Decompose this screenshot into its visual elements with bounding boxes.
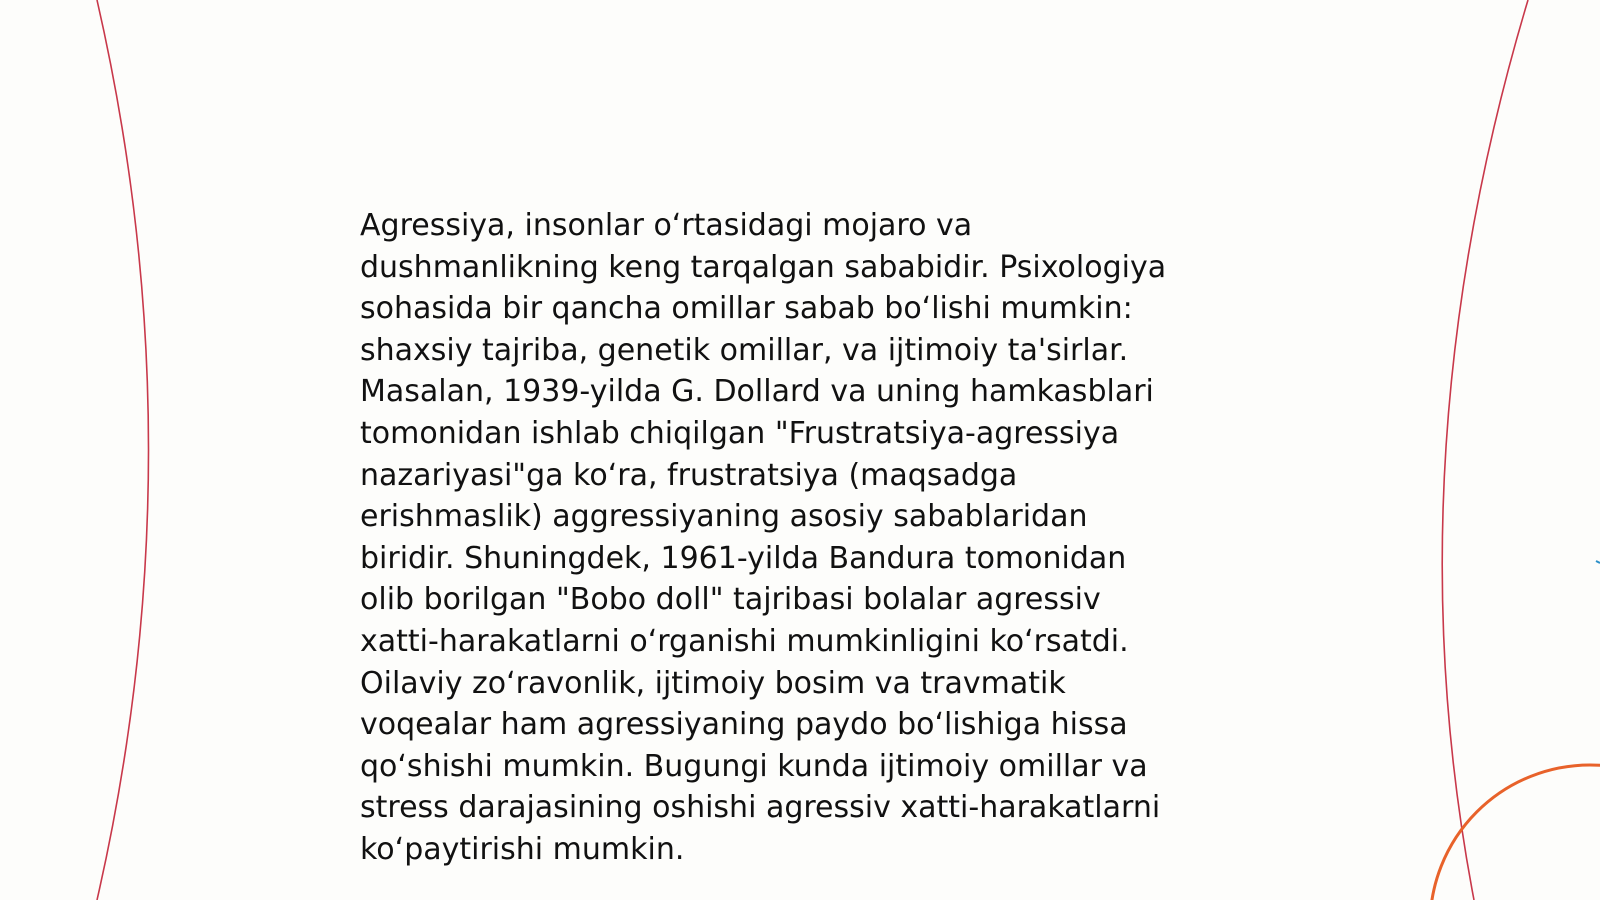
right-arc-line [1442, 0, 1528, 900]
accent-tick [1596, 561, 1600, 563]
left-arc-line [97, 0, 149, 900]
slide-body-text: Agressiya, insonlar o‘rtasidagi mojaro va dushmanlikning keng tarqalgan sababidir. Psixologiya sohasida bir qancha omillar sabab bo‘lishi mumkin: shaxsiy tajriba, genetik omillar, va ijtimoiy ta'sirlar. Masalan, 1939-yilda G. Dollard va uning hamkasblari tomonidan ishlab chiqilgan "Frustratsiya-agressiya nazariyasi"ga ko‘ra, frustratsiya (maqsadga erishmaslik) aggressiyaning asosiy sabablaridan biridir. Shuningdek, 1961-yilda Bandura tomonidan olib borilgan "Bobo doll" tajribasi bolalar agressiv xatti-harakatlarni o‘rganishi mumkinligini ko‘rsatdi. Oilaviy zo‘ravonlik, ijtimoiy bosim va travmatik voqealar ham agressiyaning paydo bo‘lishiga hissa qo‘shishi mumkin. Bugungi kunda ijtimoiy omillar va stress darajasining oshishi agressiv xatti-harakatlarni ko‘paytirishi mumkin. [360, 208, 1167, 867]
